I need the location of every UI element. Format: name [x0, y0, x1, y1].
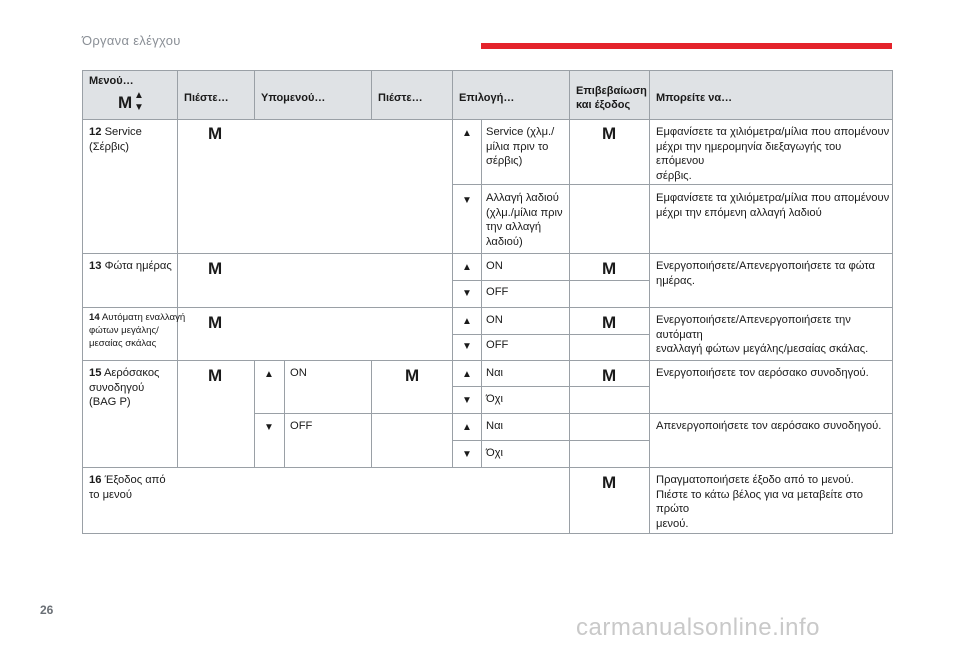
desc-line: ημέρας. [656, 274, 695, 287]
desc-line: Ενεργοποιήσετε/Απενεργοποιήσετε την αυτόματη [656, 314, 851, 341]
row-divider [452, 184, 892, 185]
m-button-icon: M [602, 473, 617, 492]
down-arrow-icon: ▼ [134, 102, 144, 113]
row14-menu-line: φώτων μεγάλης/ [89, 325, 159, 336]
row15-menu-line: (BAG P) [89, 396, 131, 408]
row12-option2-line: λαδιού) [486, 235, 523, 248]
m-button-icon: M [602, 259, 617, 278]
section-accent-bar [481, 43, 892, 49]
row15-menu-line: Αερόσακος [103, 367, 160, 379]
row-divider [83, 467, 892, 468]
col-divider [284, 360, 285, 467]
row12-option1-desc [656, 125, 892, 183]
row12-menu [89, 125, 142, 154]
up-arrow-icon: ▲ [462, 422, 472, 433]
row13-menu-label: Φώτα ημέρας [104, 260, 172, 272]
row16-menu-line: το μενού [89, 488, 132, 501]
up-arrow-icon: ▲ [462, 369, 472, 380]
row-divider [83, 119, 892, 120]
row12-menu-line1: Service [104, 126, 142, 138]
m-button-icon: M [208, 259, 223, 278]
row12-option2 [486, 191, 563, 249]
header-confirm-line2: και έξοδος [576, 99, 631, 111]
section-title: Όργανα ελέγχου [82, 33, 181, 48]
header-menu: Μενού… [89, 75, 134, 87]
row12-number: 12 [89, 126, 102, 138]
row12-option1-line: μίλια πριν το [486, 140, 549, 153]
col-divider [371, 71, 372, 119]
row13-option-off: OFF [486, 286, 509, 298]
m-button-icon: M [602, 124, 617, 143]
row16-menu-line: Έξοδος από [104, 474, 166, 486]
row14-option-on: ON [486, 314, 503, 326]
row16-number: 16 [89, 474, 102, 486]
row14-menu-line: μεσαίας σκάλας [89, 338, 157, 349]
row12-option1-line: σέρβις) [486, 155, 523, 167]
m-button-icon: M [208, 124, 223, 143]
row13-option-on: ON [486, 260, 503, 272]
col-divider [649, 71, 650, 534]
menu-table [82, 70, 893, 534]
col-divider [569, 71, 570, 534]
row14-option-off: OFF [486, 339, 509, 351]
row15-yes: Ναι [486, 420, 504, 432]
row13-number: 13 [89, 260, 102, 272]
desc-line: μέχρι την ημερομηνία διεξαγωγής του επόμενου [656, 140, 842, 167]
row12-option2-line: την αλλαγή [486, 221, 542, 233]
m-button-icon: M [602, 313, 617, 332]
row-divider [254, 413, 892, 414]
col-divider [254, 360, 255, 467]
desc-line: μενού. [656, 517, 689, 530]
up-arrow-icon: ▲ [264, 369, 274, 380]
header-select: Επιλογή… [459, 92, 515, 104]
header-confirm-line1: Επιβεβαίωση [576, 85, 647, 97]
page-number: 26 [40, 603, 54, 617]
row15-number: 15 [89, 367, 102, 379]
desc-line: μέχρι την επόμενη αλλαγή λαδιού [656, 206, 822, 219]
row13-desc [656, 259, 875, 288]
row15-no: Όχι [486, 447, 504, 459]
down-arrow-icon: ▼ [462, 195, 472, 206]
row12-option2-desc [656, 191, 889, 220]
desc-line: εναλλαγή φώτων μεγάλης/μεσαίας σκάλας. [656, 343, 869, 355]
row15-no: Όχι [486, 393, 504, 405]
m-button-icon: M [405, 366, 420, 385]
m-button-icon: M [208, 313, 223, 332]
row15-menu-line: συνοδηγού [89, 381, 145, 394]
row14-desc [656, 313, 892, 357]
row-divider [83, 360, 892, 361]
row15-sub-on: ON [290, 367, 307, 379]
desc-line: Ενεργοποιήσετε/Απενεργοποιήσετε τα φώτα [656, 260, 876, 272]
watermark: carmanualsonline.info [576, 614, 820, 641]
header-press-2: Πιέστε… [378, 92, 423, 104]
header-submenu: Υπομενού… [261, 92, 326, 104]
m-button-icon: M [208, 366, 223, 385]
up-arrow-icon: ▲ [134, 90, 144, 101]
row14-menu [89, 311, 185, 350]
row13-menu [89, 259, 172, 274]
row-divider [83, 253, 892, 254]
row12-option2-line: (χλμ./μίλια πριν [486, 206, 563, 219]
row16-menu [89, 473, 166, 502]
m-button-icon: M [118, 93, 133, 112]
col-divider [481, 119, 482, 360]
down-arrow-icon: ▼ [264, 422, 274, 433]
row15-desc-on: Ενεργοποιήσετε τον αερόσακο συνοδηγού. [656, 367, 869, 379]
down-arrow-icon: ▼ [462, 341, 472, 352]
row15-desc-off: Απενεργοποιήσετε τον αερόσακο συνοδηγού. [656, 420, 882, 432]
down-arrow-icon: ▼ [462, 288, 472, 299]
header-can: Μπορείτε να… [656, 92, 733, 104]
desc-line: σέρβις. [656, 169, 692, 182]
m-button-icon: M [602, 366, 617, 385]
col-divider [481, 360, 482, 467]
up-arrow-icon: ▲ [462, 316, 472, 327]
col-divider [254, 71, 255, 119]
row15-sub-off: OFF [290, 420, 313, 432]
down-arrow-icon: ▼ [462, 395, 472, 406]
row-divider [83, 307, 892, 308]
up-arrow-icon: ▲ [462, 128, 472, 139]
down-arrow-icon: ▼ [462, 449, 472, 460]
header-press-1: Πιέστε… [184, 92, 229, 104]
row12-menu-line2: (Σέρβις) [89, 140, 130, 153]
row12-option1 [486, 125, 554, 169]
desc-line: Πιέστε το κάτω βέλος για να μεταβείτε στο πρώτο [656, 488, 863, 515]
col-divider [371, 360, 372, 467]
row14-number: 14 [89, 312, 100, 323]
row12-option2-line: Αλλαγή λαδιού [486, 192, 559, 204]
row16-desc [656, 473, 892, 531]
row15-yes: Ναι [486, 367, 504, 379]
row14-menu-line: Αυτόματη εναλλαγή [101, 312, 186, 323]
up-arrow-icon: ▲ [462, 262, 472, 273]
desc-line: Εμφανίσετε τα χιλιόμετρα/μίλια που απομένουν [656, 126, 890, 138]
row12-option1-line: Service (χλμ./ [486, 126, 555, 138]
desc-line: Πραγματοποιήσετε έξοδο από το μενού. [656, 474, 854, 486]
desc-line: Εμφανίσετε τα χιλιόμετρα/μίλια που απομένουν [656, 192, 890, 204]
col-divider [452, 71, 453, 467]
col-divider [177, 71, 178, 467]
row15-menu [89, 366, 159, 410]
